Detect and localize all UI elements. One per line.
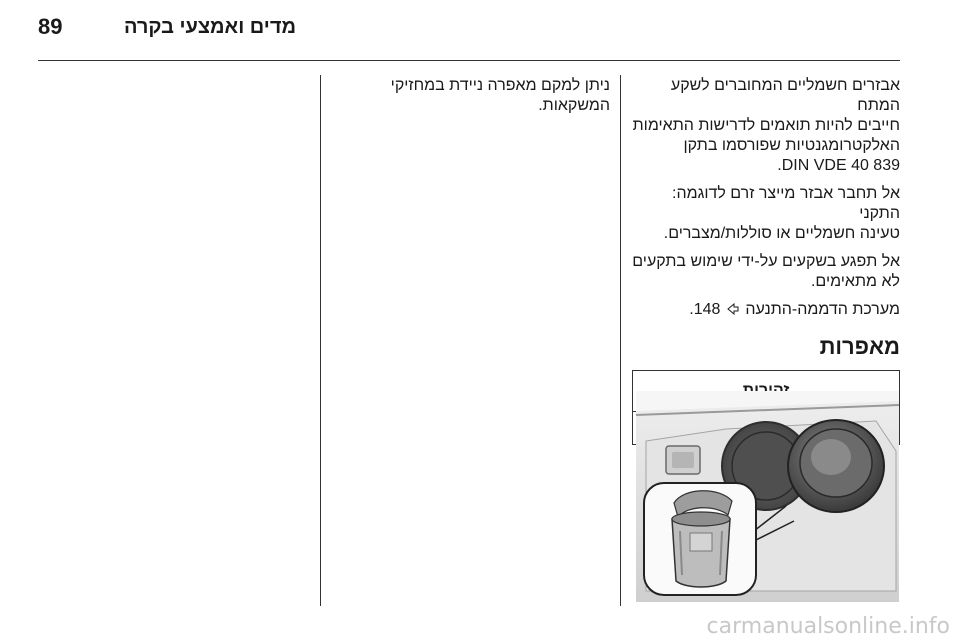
middle-column bbox=[330, 76, 610, 124]
column-divider-right bbox=[620, 75, 621, 606]
page-number: 89 bbox=[38, 14, 63, 39]
ashtray-illustration bbox=[636, 391, 899, 602]
reference-page[interactable]: 148. bbox=[689, 301, 721, 318]
paragraph-portable-ashtray bbox=[330, 76, 610, 116]
section-heading-ashtrays: מאפרות bbox=[819, 334, 900, 359]
reference-arrow-icon bbox=[727, 303, 739, 315]
text-line: לא מתאימים. bbox=[810, 273, 900, 290]
column-divider-left bbox=[320, 75, 321, 606]
text-line: אבזרים חשמליים המחוברים לשקע המתח bbox=[670, 77, 900, 114]
page-title: מדים ואמצעי בקרה bbox=[123, 16, 296, 38]
text-line: אל תחבר אבזר מייצר זרם לדוגמה: התקני bbox=[672, 185, 900, 222]
text-line: DIN VDE 40 839. bbox=[777, 157, 900, 174]
paragraph-compatibility bbox=[632, 76, 900, 176]
header-divider bbox=[38, 60, 900, 61]
right-column bbox=[632, 76, 900, 445]
text-line: טעינה חשמליים או סוללות/מצברים. bbox=[663, 225, 900, 242]
ashtray-illustration-drawing bbox=[636, 391, 899, 602]
paragraph-no-current-generating bbox=[632, 184, 900, 244]
paragraph-unsuitable-plugs bbox=[632, 252, 900, 292]
text-line: ניתן למקם מאפרה ניידת במחזיקי bbox=[390, 77, 610, 94]
text-line: המשקאות. bbox=[538, 97, 610, 114]
reference-text: מערכת הדממה-התנעה bbox=[745, 301, 900, 318]
paragraph-stop-start-reference bbox=[632, 300, 900, 320]
text-line: חייבים להיות תואמים לדרישות התאימות bbox=[632, 117, 900, 134]
text-line: האלקטרומגנטיות שפורסמו בתקן bbox=[683, 137, 900, 154]
watermark: carmanualsonline.info bbox=[706, 614, 950, 639]
text-line: אל תפגע בשקעים על-ידי שימוש בתקעים bbox=[632, 253, 900, 270]
